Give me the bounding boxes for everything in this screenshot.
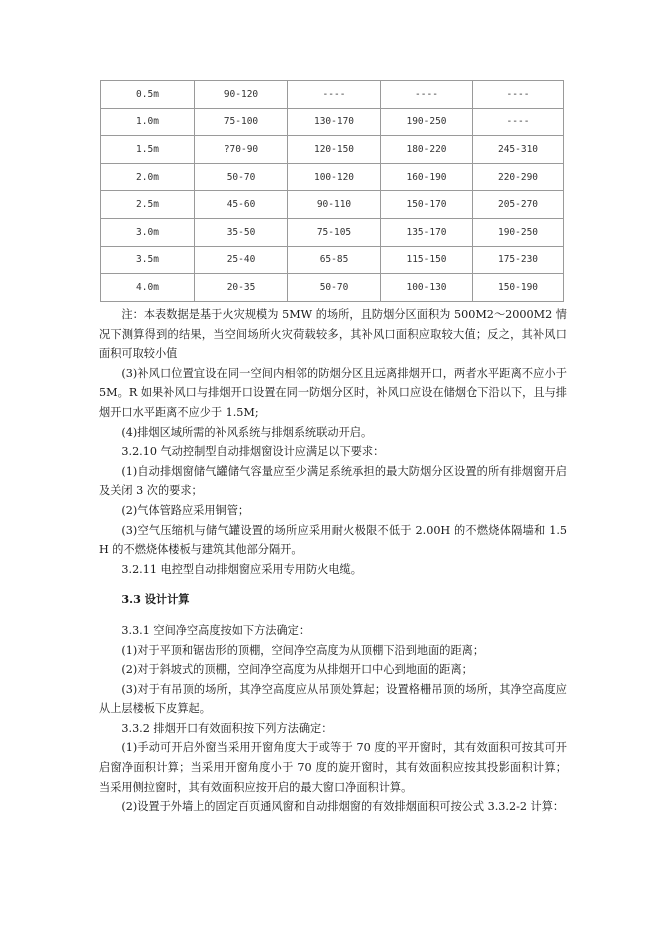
table-cell: 220-290 [473,163,564,191]
table-row [101,108,564,136]
table-row [101,136,564,164]
table-cell: 45-60 [195,191,288,219]
clause-3-2-10: 3.2.10 气动控制型自动排烟窗设计应满足以下要求： [121,445,385,459]
table-row [101,246,564,274]
table-cell: 175-230 [473,246,564,274]
clause-3-3-1: 3.3.1 空间净空高度按如下方法确定： [121,623,311,637]
table-cell: 115-150 [381,246,473,274]
paragraph: (3)补风口位置宜设在同一空间内相邻的防烟分区且远离排烟开口，两者水平距离不应小于 5M。R 如果补风口与排烟开口设置在同一防烟分区时，补风口应设在储烟仓下沿以下，且与排烟开口水平距离不应少于 1.5M; [99,366,567,419]
table-cell: 130-170 [288,108,381,136]
smoke-exhaust-table [100,80,564,302]
table-row [101,81,564,109]
table-cell: 120-150 [288,136,381,164]
table-cell: 50-70 [195,163,288,191]
table-cell: 50-70 [288,274,381,302]
table-row [101,191,564,219]
table-note: 注：本表数据是基于火灾规模为 5MW 的场所，且防烟分区面积为 500M2～2000M2 情况下测算得到的结果，当空间场所火灾荷载较多，其补风口面积应取较大值；反之，其补风口面积可取较小值 [99,308,567,361]
table-row [101,218,564,246]
paragraph: (1)对于平顶和锯齿形的顶棚，空间净空高度为从顶棚下沿到地面的距离； [121,643,485,657]
table-cell: ---- [473,108,564,136]
paragraph: (1)手动可开启外窗当采用开窗角度大于或等于 70 度的平开窗时，其有效面积可按其可开启窗净面积计算；当采用开窗角度小于 70 度的旋开窗时，其有效面积应按其投影面积计算；当采用侧拉窗时，其有效面积应按开启的最大窗口净面积计算。 [99,741,567,794]
table-cell: 1.0m [101,108,195,136]
table-cell: 150-170 [381,191,473,219]
table-cell: 1.5m [101,136,195,164]
table-cell: 3.0m [101,218,195,246]
table-cell: 75-105 [288,218,381,246]
table-cell: 205-270 [473,191,564,219]
table-cell: 100-130 [381,274,473,302]
table-cell: ---- [288,81,381,109]
table-cell: ---- [473,81,564,109]
table-cell: 75-100 [195,108,288,136]
table-cell: 20-35 [195,274,288,302]
table-cell: 3.5m [101,246,195,274]
body-text [99,305,567,817]
paragraph: (3)空气压缩机与储气罐设置的场所应采用耐火极限不低于 2.00H 的不燃烧体隔墙和 1.5H 的不燃烧体楼板与建筑其他部分隔开。 [99,523,567,557]
table-cell: 160-190 [381,163,473,191]
table-cell: ?70-90 [195,136,288,164]
paragraph: (3)对于有吊顶的场所，其净空高度应从吊顶处算起；设置格栅吊顶的场所，其净空高度应从上层楼板下皮算起。 [99,682,567,716]
paragraph: (4)排烟区域所需的补风系统与排烟系统联动开启。 [121,425,373,439]
clause-3-2-11: 3.2.11 电控型自动排烟窗应采用专用防火电缆。 [121,562,362,576]
table-cell: 2.0m [101,163,195,191]
table-row [101,163,564,191]
table-cell: 35-50 [195,218,288,246]
table-cell: 190-250 [473,218,564,246]
table-cell: 90-120 [195,81,288,109]
clause-3-3-2: 3.3.2 排烟开口有效面积按下列方法确定： [121,721,333,735]
table-cell: 150-190 [473,274,564,302]
paragraph: (2)气体管路应采用铜管； [121,503,250,517]
table-cell: 135-170 [381,218,473,246]
section-heading: 3.3 设计计算 [121,592,190,607]
table-cell: 100-120 [288,163,381,191]
table-cell: 90-110 [288,191,381,219]
table-cell: 25-40 [195,246,288,274]
paragraph: (2)设置于外墙上的固定百页通风窗和自动排烟窗的有效排烟面积可按公式 3.3.2-2 计算： [121,800,565,814]
table-cell: ---- [381,81,473,109]
table-cell: 2.5m [101,191,195,219]
paragraph: (2)对于斜坡式的顶棚，空间净空高度为从排烟开口中心到地面的距离； [121,663,473,677]
table-cell: 4.0m [101,274,195,302]
table-cell: 65-85 [288,246,381,274]
table-cell: 0.5m [101,81,195,109]
table-cell: 180-220 [381,136,473,164]
table-cell: 245-310 [473,136,564,164]
paragraph: (1)自动排烟窗储气罐储气容量应至少满足系统承担的最大防烟分区设置的所有排烟窗开启及关闭 3 次的要求； [99,464,567,498]
table-row [101,274,564,302]
table-cell: 190-250 [381,108,473,136]
